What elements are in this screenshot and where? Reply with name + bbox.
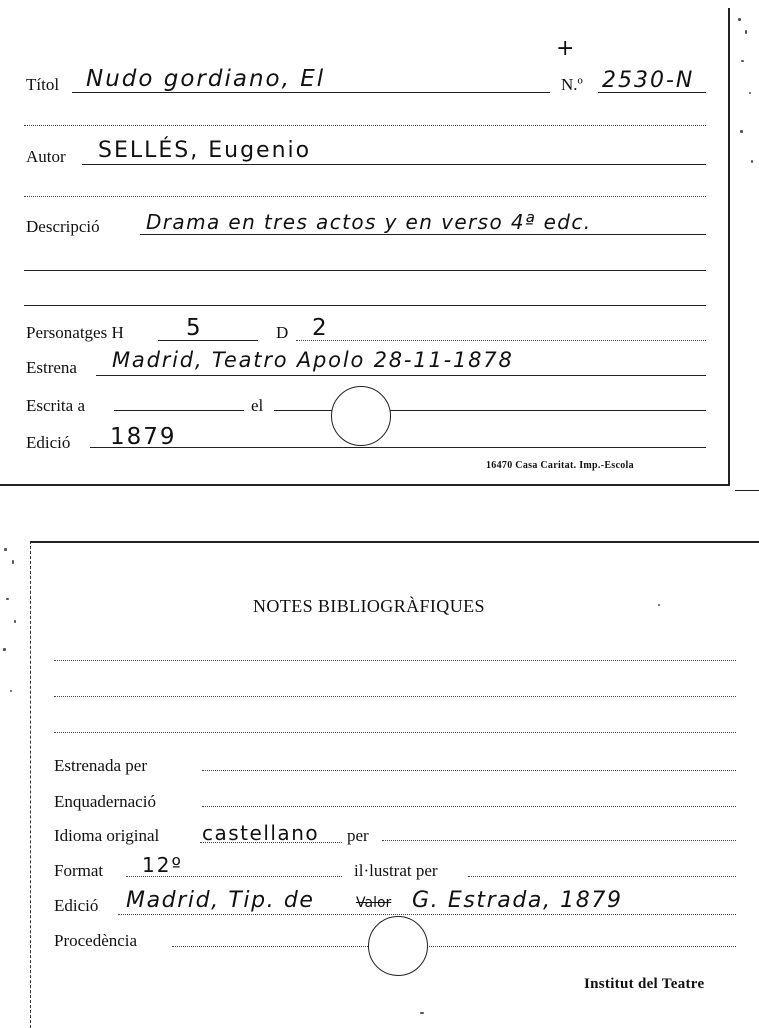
card-top-bottom-edge: [0, 484, 730, 486]
edicio-line-bottom: [118, 914, 736, 915]
estrenada-label: Estrenada per: [54, 756, 147, 775]
format-value: 12º: [142, 853, 183, 877]
scan-speck: [4, 548, 7, 551]
idioma-label: Idioma original: [54, 826, 160, 845]
personatges-label: Personatges H: [26, 323, 124, 342]
personatges-d-label: D: [276, 323, 289, 342]
punch-hole-top: [331, 386, 391, 446]
ruled-line-1: [24, 125, 706, 126]
estrenada-line: [202, 770, 736, 771]
numero-value: 2530-N: [602, 68, 695, 93]
format-line: [126, 876, 342, 877]
edicio-label-bottom: Edició: [54, 896, 99, 915]
personatges-d-value: 2: [312, 315, 329, 341]
card-bottom-top-edge: [30, 541, 759, 543]
titol-line: [72, 92, 550, 93]
descripcio-line: [140, 234, 706, 235]
autor-value: SELLÉS, Eugenio: [98, 138, 312, 163]
edicio-struck-word: Valor: [356, 895, 392, 911]
scan-speck: [6, 598, 9, 600]
illustrat-label: il·lustrat per: [354, 861, 438, 880]
edicio-line-top: [90, 447, 706, 448]
autor-line: [82, 164, 706, 165]
escrita-line: [114, 410, 244, 411]
scan-speck: [3, 648, 6, 651]
printer-imprint: 16470 Casa Caritat. Imp.-Escola: [486, 460, 634, 471]
autor-label: Autor: [26, 147, 66, 166]
ruled-line-3: [24, 270, 706, 271]
edicio-label-top: Edició: [26, 433, 71, 452]
ruled-line-4: [24, 305, 706, 306]
scan-speck: [738, 18, 741, 21]
notes-line-2: [54, 696, 736, 697]
card-top-right-edge: [728, 8, 730, 484]
ruled-line-2: [24, 196, 706, 197]
titol-label: Títol: [26, 75, 60, 94]
edicio-value-bottom-b: G. Estrada, 1879: [412, 888, 623, 913]
scan-speck: [751, 160, 753, 163]
cross-mark: +: [556, 36, 577, 61]
enquadernacio-label: Enquadernació: [54, 792, 156, 811]
personatges-h-line: [158, 340, 258, 341]
estrena-line: [96, 375, 706, 376]
scan-speck: [740, 130, 743, 133]
idioma-value: castellano: [202, 821, 320, 845]
descripcio-value: Drama en tres actos y en verso 4ª edc.: [146, 210, 592, 234]
notes-line-3: [54, 732, 736, 733]
procedencia-label: Procedència: [54, 931, 138, 950]
estrena-value: Madrid, Teatro Apolo 28-11-1878: [112, 348, 514, 372]
idioma-per-line: [382, 840, 736, 841]
scan-speck: [749, 92, 751, 94]
scan-speck: [420, 1012, 424, 1014]
illustrat-line: [468, 876, 736, 877]
numero-label: N.º: [561, 75, 583, 94]
estrena-label: Estrena: [26, 358, 77, 377]
procedencia-line: [172, 946, 736, 947]
notes-line-1: [54, 660, 736, 661]
personatges-h-value: 5: [186, 315, 203, 341]
scan-speck: [658, 604, 660, 606]
numero-line: [598, 92, 706, 93]
format-label: Format: [54, 861, 104, 880]
escrita-label: Escrita a: [26, 396, 85, 415]
titol-value: Nudo gordiano, El: [86, 66, 326, 92]
edicio-value-bottom-a: Madrid, Tip. de: [126, 888, 315, 913]
scan-speck: [12, 560, 14, 564]
el-label: el: [251, 396, 264, 415]
notes-heading: NOTES BIBLIOGRÀFIQUES: [253, 596, 485, 616]
scan-speck: [745, 30, 747, 34]
idioma-line: [200, 842, 342, 843]
descripcio-label: Descripció: [26, 217, 100, 236]
edicio-value-top: 1879: [110, 424, 177, 450]
scan-speck: [10, 690, 12, 692]
card-separator: [735, 490, 759, 491]
institut-footer: Institut del Teatre: [584, 976, 705, 992]
personatges-d-line: [296, 340, 706, 341]
scan-speck: [14, 620, 16, 623]
card-bottom-left-edge: [30, 541, 31, 1028]
punch-hole-bottom: [368, 916, 428, 976]
enquadernacio-line: [202, 806, 736, 807]
idioma-per-label: per: [347, 826, 369, 845]
scan-speck: [741, 60, 744, 62]
